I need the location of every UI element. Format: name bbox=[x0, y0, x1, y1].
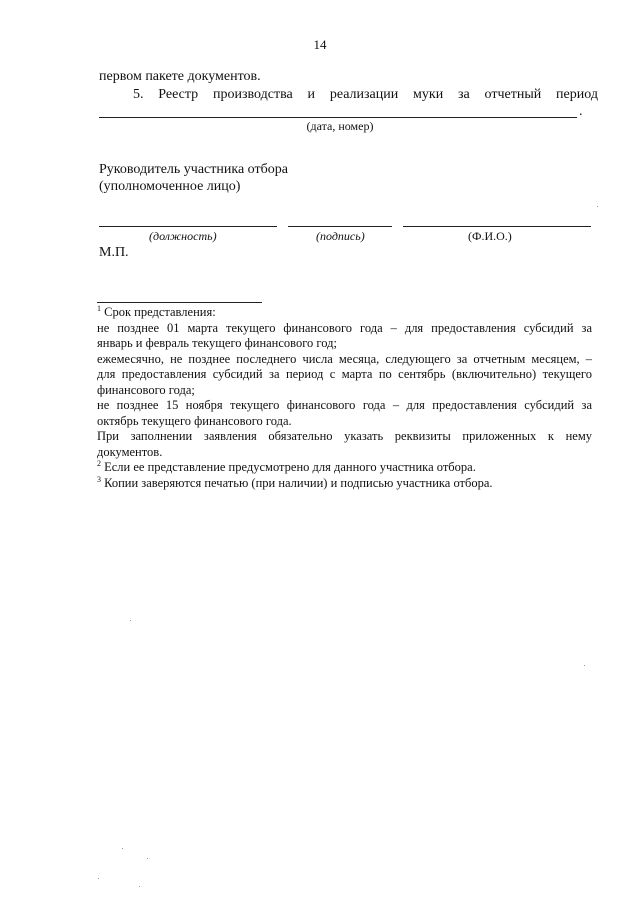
footnote-1-line: не позднее 01 марта текущего финансового года – для предоставления субсидий за bbox=[97, 320, 592, 335]
scan-speck bbox=[130, 620, 131, 621]
footnote-1-line: январь и февраль текущего финансового год; bbox=[97, 336, 337, 350]
item-5-word: производства bbox=[212, 87, 293, 102]
scan-speck bbox=[98, 878, 99, 879]
item-5-line-end: . bbox=[579, 104, 583, 119]
item-5-word: 5. bbox=[133, 87, 144, 102]
footnote-1-line: При заполнении заявления обязательно указать реквизиты приложенных к нему bbox=[97, 429, 592, 443]
footnote-1-title: $^1$ Срок представления: bbox=[97, 304, 216, 319]
item-5-line bbox=[133, 87, 598, 103]
scan-speck bbox=[147, 858, 148, 859]
name-line bbox=[403, 226, 591, 227]
footnote-3: $^3$ Копии заверяются печатью (при наличии) и подписью участника отбора. bbox=[97, 474, 493, 490]
scan-speck bbox=[139, 886, 140, 887]
seal-label: М.П. bbox=[99, 245, 129, 260]
item-5-word: реализации bbox=[329, 87, 399, 102]
scan-speck bbox=[597, 206, 598, 207]
item-5-word: за bbox=[457, 87, 470, 102]
page-number: 14 bbox=[313, 37, 327, 52]
signature-caption: (подпись) bbox=[316, 229, 365, 243]
signatory-subtitle: (уполномоченное лицо) bbox=[99, 179, 241, 194]
scan-speck bbox=[122, 848, 123, 849]
signature-line bbox=[288, 226, 392, 227]
footnote-1-line: для предоставления субсидий за период с марта по сентябрь (включительно) текущего bbox=[97, 367, 592, 381]
footnote-1-line: финансового года; bbox=[97, 382, 195, 397]
item-5-word: и bbox=[307, 87, 316, 102]
position-caption: (должность) bbox=[149, 229, 217, 243]
signatory-title: Руководитель участника отбора bbox=[99, 162, 288, 177]
footnotes bbox=[97, 305, 592, 491]
footnote-1-line: октябрь текущего финансового года. bbox=[97, 413, 292, 428]
item-5-caption: (дата, номер) bbox=[306, 119, 374, 133]
footnote-1-line: не позднее 15 ноября текущего финансового года – для предоставления субсидий за bbox=[97, 398, 592, 412]
item-5-word: муки bbox=[413, 87, 444, 102]
name-caption: (Ф.И.О.) bbox=[468, 229, 512, 243]
intro-line: первом пакете документов. bbox=[99, 69, 261, 84]
scan-speck bbox=[584, 665, 585, 666]
item-5-word: период bbox=[556, 87, 598, 102]
item-5-word: отчетный bbox=[484, 87, 542, 102]
item-5-blank-line bbox=[99, 117, 577, 118]
footnote-1-line: документов. bbox=[97, 444, 163, 459]
footnote-1-line: ежемесячно, не позднее последнего числа месяца, следующего за отчетным месяцем, – bbox=[97, 351, 592, 366]
item-5-word: Реестр bbox=[158, 87, 199, 102]
position-line bbox=[99, 226, 277, 227]
footnote-separator bbox=[97, 302, 262, 303]
footnote-2: $^2$ Если ее представление предусмотрено для данного участника отбора. bbox=[97, 459, 476, 474]
